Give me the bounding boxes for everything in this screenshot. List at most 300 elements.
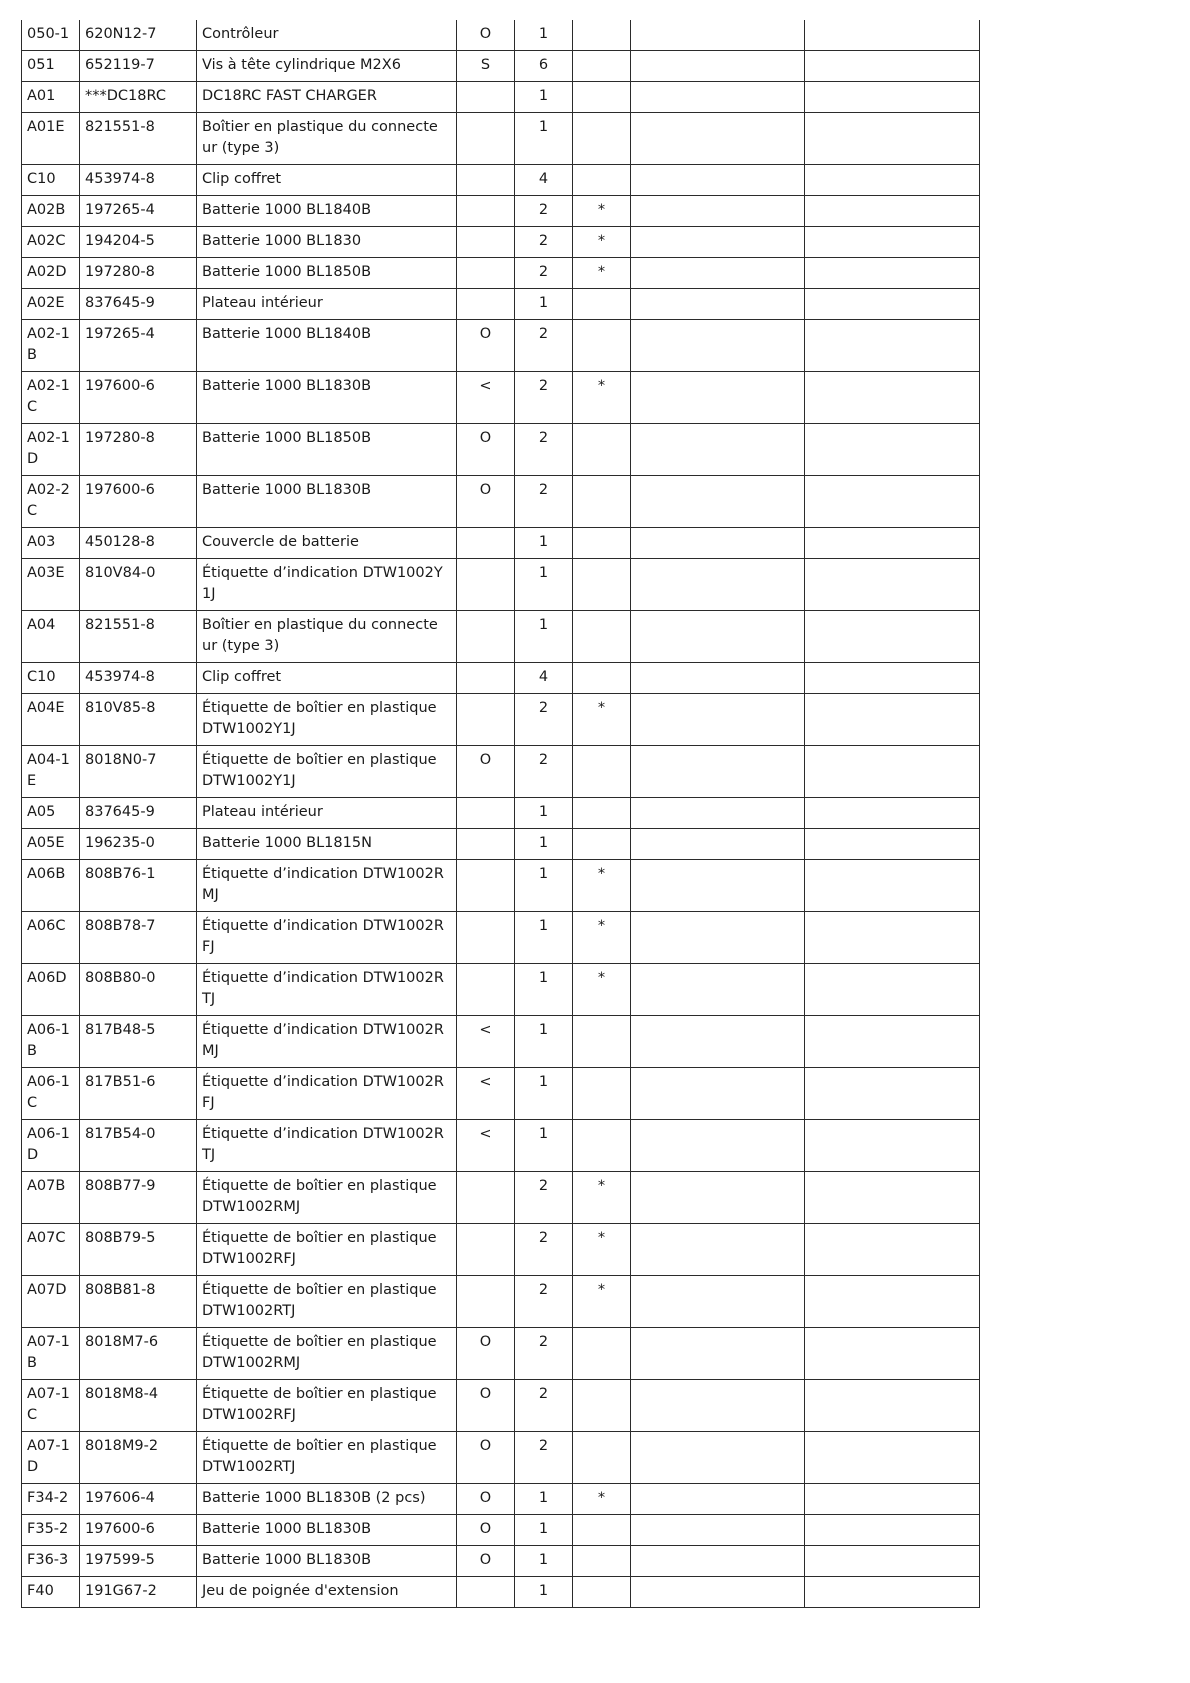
item-number-cell: A06B — [22, 860, 80, 912]
table-row — [22, 20, 980, 51]
empty-cell-b — [805, 1120, 980, 1172]
note-cell — [573, 424, 631, 476]
empty-cell-a — [631, 1546, 805, 1577]
description-cell: Étiquette de boîtier en plastique DTW1002RMJ — [197, 1328, 457, 1380]
empty-cell-b — [805, 476, 980, 528]
table-row — [22, 964, 980, 1016]
empty-cell-a — [631, 82, 805, 113]
empty-cell-b — [805, 1484, 980, 1515]
part-number-cell: 837645-9 — [80, 798, 197, 829]
item-number-cell: A06D — [22, 964, 80, 1016]
quantity-cell: 2 — [515, 1328, 573, 1380]
table-row — [22, 165, 980, 196]
note-cell: * — [573, 258, 631, 289]
note-cell: * — [573, 196, 631, 227]
part-number-cell: 808B80-0 — [80, 964, 197, 1016]
part-number-cell: 191G67-2 — [80, 1577, 197, 1608]
flag-cell — [457, 559, 515, 611]
flag-cell — [457, 964, 515, 1016]
item-number-cell: A02-2 C — [22, 476, 80, 528]
table-row — [22, 746, 980, 798]
part-number-cell: 197600-6 — [80, 372, 197, 424]
description-cell: Étiquette de boîtier en plastique DTW1002RMJ — [197, 1172, 457, 1224]
parts-table — [21, 20, 980, 1608]
flag-cell: O — [457, 1484, 515, 1515]
empty-cell-a — [631, 860, 805, 912]
note-cell — [573, 798, 631, 829]
flag-cell — [457, 196, 515, 227]
part-number-cell: 810V84-0 — [80, 559, 197, 611]
part-number-cell: 817B51-6 — [80, 1068, 197, 1120]
item-number-cell: 051 — [22, 51, 80, 82]
item-number-cell: F36-3 — [22, 1546, 80, 1577]
empty-cell-a — [631, 476, 805, 528]
empty-cell-b — [805, 424, 980, 476]
part-number-cell: 8018M7-6 — [80, 1328, 197, 1380]
note-cell: * — [573, 372, 631, 424]
item-number-cell: A05E — [22, 829, 80, 860]
empty-cell-a — [631, 51, 805, 82]
empty-cell-b — [805, 1432, 980, 1484]
item-number-cell: A07C — [22, 1224, 80, 1276]
part-number-cell: 837645-9 — [80, 289, 197, 320]
empty-cell-b — [805, 1172, 980, 1224]
quantity-cell: 1 — [515, 829, 573, 860]
flag-cell: O — [457, 746, 515, 798]
quantity-cell: 1 — [515, 1577, 573, 1608]
item-number-cell: A04E — [22, 694, 80, 746]
flag-cell — [457, 611, 515, 663]
item-number-cell: F34-2 — [22, 1484, 80, 1515]
item-number-cell: A02B — [22, 196, 80, 227]
empty-cell-a — [631, 694, 805, 746]
table-row — [22, 829, 980, 860]
empty-cell-a — [631, 964, 805, 1016]
empty-cell-a — [631, 20, 805, 51]
empty-cell-b — [805, 1276, 980, 1328]
empty-cell-b — [805, 82, 980, 113]
part-number-cell: 821551-8 — [80, 611, 197, 663]
empty-cell-a — [631, 1276, 805, 1328]
table-row — [22, 611, 980, 663]
empty-cell-b — [805, 746, 980, 798]
description-cell: Étiquette d’indication DTW1002R MJ — [197, 860, 457, 912]
flag-cell: < — [457, 1016, 515, 1068]
item-number-cell: A05 — [22, 798, 80, 829]
part-number-cell: 652119-7 — [80, 51, 197, 82]
flag-cell: O — [457, 1546, 515, 1577]
flag-cell: < — [457, 372, 515, 424]
item-number-cell: A02-1 B — [22, 320, 80, 372]
note-cell — [573, 829, 631, 860]
table-row — [22, 196, 980, 227]
empty-cell-a — [631, 746, 805, 798]
description-cell: Plateau intérieur — [197, 289, 457, 320]
flag-cell: O — [457, 476, 515, 528]
table-row — [22, 663, 980, 694]
part-number-cell: 8018M9-2 — [80, 1432, 197, 1484]
item-number-cell: A07B — [22, 1172, 80, 1224]
quantity-cell: 4 — [515, 165, 573, 196]
note-cell — [573, 82, 631, 113]
flag-cell: O — [457, 1328, 515, 1380]
empty-cell-b — [805, 1380, 980, 1432]
empty-cell-b — [805, 165, 980, 196]
description-cell: Batterie 1000 BL1840B — [197, 196, 457, 227]
quantity-cell: 2 — [515, 476, 573, 528]
quantity-cell: 2 — [515, 227, 573, 258]
quantity-cell: 2 — [515, 424, 573, 476]
item-number-cell: A07D — [22, 1276, 80, 1328]
quantity-cell: 2 — [515, 372, 573, 424]
flag-cell: S — [457, 51, 515, 82]
quantity-cell: 1 — [515, 82, 573, 113]
note-cell — [573, 1380, 631, 1432]
quantity-cell: 1 — [515, 798, 573, 829]
flag-cell — [457, 1276, 515, 1328]
quantity-cell: 1 — [515, 528, 573, 559]
description-cell: Batterie 1000 BL1830B — [197, 372, 457, 424]
description-cell: Batterie 1000 BL1850B — [197, 258, 457, 289]
empty-cell-a — [631, 1224, 805, 1276]
note-cell — [573, 528, 631, 559]
quantity-cell: 2 — [515, 746, 573, 798]
quantity-cell: 1 — [515, 1068, 573, 1120]
part-number-cell: 196235-0 — [80, 829, 197, 860]
table-row — [22, 51, 980, 82]
empty-cell-a — [631, 1328, 805, 1380]
item-number-cell: A06-1 B — [22, 1016, 80, 1068]
note-cell — [573, 165, 631, 196]
empty-cell-b — [805, 1546, 980, 1577]
quantity-cell: 2 — [515, 694, 573, 746]
table-row — [22, 1515, 980, 1546]
empty-cell-a — [631, 165, 805, 196]
item-number-cell: A07-1 D — [22, 1432, 80, 1484]
part-number-cell: 8018N0-7 — [80, 746, 197, 798]
flag-cell — [457, 113, 515, 165]
quantity-cell: 1 — [515, 113, 573, 165]
empty-cell-b — [805, 1068, 980, 1120]
part-number-cell: 197600-6 — [80, 1515, 197, 1546]
description-cell: Étiquette d’indication DTW1002R FJ — [197, 912, 457, 964]
table-row — [22, 1172, 980, 1224]
part-number-cell: 808B81-8 — [80, 1276, 197, 1328]
quantity-cell: 2 — [515, 258, 573, 289]
description-cell: Jeu de poignée d'extension — [197, 1577, 457, 1608]
empty-cell-b — [805, 798, 980, 829]
table-row — [22, 1546, 980, 1577]
item-number-cell: A04 — [22, 611, 80, 663]
item-number-cell: A07-1 B — [22, 1328, 80, 1380]
note-cell: * — [573, 912, 631, 964]
note-cell — [573, 1515, 631, 1546]
description-cell: Boîtier en plastique du connecte ur (type 3) — [197, 113, 457, 165]
empty-cell-b — [805, 611, 980, 663]
description-cell: Étiquette de boîtier en plastique DTW1002RFJ — [197, 1224, 457, 1276]
flag-cell: < — [457, 1120, 515, 1172]
empty-cell-a — [631, 829, 805, 860]
empty-cell-a — [631, 113, 805, 165]
part-number-cell: 450128-8 — [80, 528, 197, 559]
empty-cell-a — [631, 663, 805, 694]
note-cell: * — [573, 227, 631, 258]
item-number-cell: A01 — [22, 82, 80, 113]
empty-cell-b — [805, 51, 980, 82]
part-number-cell: 197606-4 — [80, 1484, 197, 1515]
flag-cell — [457, 227, 515, 258]
table-row — [22, 694, 980, 746]
item-number-cell: A02-1 C — [22, 372, 80, 424]
item-number-cell: A03E — [22, 559, 80, 611]
note-cell — [573, 320, 631, 372]
table-row — [22, 424, 980, 476]
flag-cell: O — [457, 424, 515, 476]
empty-cell-b — [805, 289, 980, 320]
description-cell: Étiquette d’indication DTW1002R TJ — [197, 964, 457, 1016]
note-cell — [573, 611, 631, 663]
note-cell — [573, 1546, 631, 1577]
part-number-cell: 808B79-5 — [80, 1224, 197, 1276]
item-number-cell: C10 — [22, 663, 80, 694]
table-row — [22, 258, 980, 289]
note-cell: * — [573, 964, 631, 1016]
quantity-cell: 1 — [515, 964, 573, 1016]
part-number-cell: 197280-8 — [80, 258, 197, 289]
part-number-cell: 8018M8-4 — [80, 1380, 197, 1432]
table-row — [22, 1068, 980, 1120]
empty-cell-a — [631, 528, 805, 559]
quantity-cell: 2 — [515, 1172, 573, 1224]
description-cell: Batterie 1000 BL1830B — [197, 476, 457, 528]
part-number-cell: 197599-5 — [80, 1546, 197, 1577]
part-number-cell: ***DC18RC — [80, 82, 197, 113]
empty-cell-b — [805, 559, 980, 611]
empty-cell-b — [805, 372, 980, 424]
item-number-cell: A01E — [22, 113, 80, 165]
item-number-cell: A02C — [22, 227, 80, 258]
quantity-cell: 1 — [515, 20, 573, 51]
description-cell: Batterie 1000 BL1850B — [197, 424, 457, 476]
flag-cell — [457, 1224, 515, 1276]
empty-cell-b — [805, 320, 980, 372]
part-number-cell: 817B54-0 — [80, 1120, 197, 1172]
empty-cell-a — [631, 320, 805, 372]
parts-table-body — [22, 20, 980, 1608]
flag-cell — [457, 798, 515, 829]
description-cell: Boîtier en plastique du connecte ur (type 3) — [197, 611, 457, 663]
table-row — [22, 1328, 980, 1380]
item-number-cell: 050-1 — [22, 20, 80, 51]
table-row — [22, 1432, 980, 1484]
item-number-cell: F35-2 — [22, 1515, 80, 1546]
empty-cell-b — [805, 528, 980, 559]
description-cell: Étiquette d’indication DTW1002R FJ — [197, 1068, 457, 1120]
description-cell: Contrôleur — [197, 20, 457, 51]
empty-cell-b — [805, 860, 980, 912]
flag-cell: O — [457, 1432, 515, 1484]
note-cell — [573, 1328, 631, 1380]
empty-cell-b — [805, 1224, 980, 1276]
part-number-cell: 194204-5 — [80, 227, 197, 258]
quantity-cell: 1 — [515, 860, 573, 912]
description-cell: Batterie 1000 BL1840B — [197, 320, 457, 372]
empty-cell-a — [631, 1515, 805, 1546]
part-number-cell: 808B76-1 — [80, 860, 197, 912]
empty-cell-b — [805, 829, 980, 860]
note-cell — [573, 51, 631, 82]
quantity-cell: 1 — [515, 559, 573, 611]
table-row — [22, 1120, 980, 1172]
description-cell: Vis à tête cylindrique M2X6 — [197, 51, 457, 82]
empty-cell-b — [805, 258, 980, 289]
flag-cell — [457, 694, 515, 746]
item-number-cell: A04-1 E — [22, 746, 80, 798]
note-cell: * — [573, 1276, 631, 1328]
empty-cell-a — [631, 1120, 805, 1172]
description-cell: Batterie 1000 BL1815N — [197, 829, 457, 860]
description-cell: Étiquette de boîtier en plastique DTW1002Y1J — [197, 694, 457, 746]
empty-cell-a — [631, 912, 805, 964]
description-cell: Étiquette de boîtier en plastique DTW1002Y1J — [197, 746, 457, 798]
empty-cell-a — [631, 1380, 805, 1432]
quantity-cell: 1 — [515, 912, 573, 964]
flag-cell — [457, 165, 515, 196]
item-number-cell: F40 — [22, 1577, 80, 1608]
table-row — [22, 528, 980, 559]
note-cell — [573, 1120, 631, 1172]
description-cell: Étiquette de boîtier en plastique DTW1002RTJ — [197, 1276, 457, 1328]
table-row — [22, 289, 980, 320]
description-cell: Étiquette d’indication DTW1002R TJ — [197, 1120, 457, 1172]
note-cell — [573, 1068, 631, 1120]
part-number-cell: 197265-4 — [80, 196, 197, 227]
empty-cell-b — [805, 694, 980, 746]
empty-cell-b — [805, 227, 980, 258]
quantity-cell: 1 — [515, 289, 573, 320]
table-row — [22, 476, 980, 528]
empty-cell-b — [805, 912, 980, 964]
note-cell — [573, 1432, 631, 1484]
table-row — [22, 1224, 980, 1276]
item-number-cell: A06C — [22, 912, 80, 964]
item-number-cell: A02E — [22, 289, 80, 320]
table-row — [22, 1577, 980, 1608]
item-number-cell: C10 — [22, 165, 80, 196]
note-cell — [573, 559, 631, 611]
table-row — [22, 227, 980, 258]
table-row — [22, 798, 980, 829]
part-number-cell: 817B48-5 — [80, 1016, 197, 1068]
empty-cell-a — [631, 372, 805, 424]
item-number-cell: A02D — [22, 258, 80, 289]
empty-cell-a — [631, 424, 805, 476]
item-number-cell: A06-1 C — [22, 1068, 80, 1120]
flag-cell — [457, 258, 515, 289]
note-cell: * — [573, 694, 631, 746]
note-cell: * — [573, 1484, 631, 1515]
empty-cell-b — [805, 1328, 980, 1380]
table-row — [22, 1484, 980, 1515]
quantity-cell: 2 — [515, 320, 573, 372]
part-number-cell: 620N12-7 — [80, 20, 197, 51]
flag-cell — [457, 289, 515, 320]
description-cell: Plateau intérieur — [197, 798, 457, 829]
flag-cell — [457, 1577, 515, 1608]
note-cell — [573, 289, 631, 320]
description-cell: Étiquette de boîtier en plastique DTW1002RTJ — [197, 1432, 457, 1484]
note-cell: * — [573, 1172, 631, 1224]
note-cell — [573, 1577, 631, 1608]
empty-cell-a — [631, 1016, 805, 1068]
quantity-cell: 1 — [515, 1546, 573, 1577]
item-number-cell: A07-1 C — [22, 1380, 80, 1432]
quantity-cell: 6 — [515, 51, 573, 82]
note-cell: * — [573, 860, 631, 912]
empty-cell-b — [805, 964, 980, 1016]
empty-cell-a — [631, 611, 805, 663]
quantity-cell: 1 — [515, 611, 573, 663]
empty-cell-a — [631, 227, 805, 258]
quantity-cell: 4 — [515, 663, 573, 694]
quantity-cell: 2 — [515, 1432, 573, 1484]
note-cell — [573, 1016, 631, 1068]
description-cell: Clip coffret — [197, 165, 457, 196]
table-row — [22, 860, 980, 912]
table-row — [22, 82, 980, 113]
flag-cell: O — [457, 1515, 515, 1546]
description-cell: Batterie 1000 BL1830 — [197, 227, 457, 258]
table-row — [22, 113, 980, 165]
note-cell — [573, 663, 631, 694]
flag-cell — [457, 663, 515, 694]
table-row — [22, 320, 980, 372]
quantity-cell: 1 — [515, 1484, 573, 1515]
part-number-cell: 453974-8 — [80, 663, 197, 694]
flag-cell: O — [457, 1380, 515, 1432]
part-number-cell: 821551-8 — [80, 113, 197, 165]
table-row — [22, 559, 980, 611]
empty-cell-a — [631, 559, 805, 611]
part-number-cell: 808B77-9 — [80, 1172, 197, 1224]
empty-cell-a — [631, 1068, 805, 1120]
description-cell: Étiquette de boîtier en plastique DTW1002RFJ — [197, 1380, 457, 1432]
quantity-cell: 2 — [515, 1276, 573, 1328]
empty-cell-b — [805, 20, 980, 51]
table-row — [22, 372, 980, 424]
flag-cell — [457, 82, 515, 113]
part-number-cell: 197280-8 — [80, 424, 197, 476]
quantity-cell: 2 — [515, 1224, 573, 1276]
empty-cell-a — [631, 798, 805, 829]
note-cell — [573, 476, 631, 528]
empty-cell-a — [631, 1172, 805, 1224]
note-cell — [573, 113, 631, 165]
item-number-cell: A06-1 D — [22, 1120, 80, 1172]
description-cell: Clip coffret — [197, 663, 457, 694]
empty-cell-b — [805, 113, 980, 165]
description-cell: DC18RC FAST CHARGER — [197, 82, 457, 113]
flag-cell: < — [457, 1068, 515, 1120]
description-cell: Étiquette d’indication DTW1002R MJ — [197, 1016, 457, 1068]
quantity-cell: 1 — [515, 1515, 573, 1546]
empty-cell-a — [631, 289, 805, 320]
item-number-cell: A02-1 D — [22, 424, 80, 476]
table-row — [22, 912, 980, 964]
part-number-cell: 197600-6 — [80, 476, 197, 528]
quantity-cell: 2 — [515, 1380, 573, 1432]
table-row — [22, 1276, 980, 1328]
